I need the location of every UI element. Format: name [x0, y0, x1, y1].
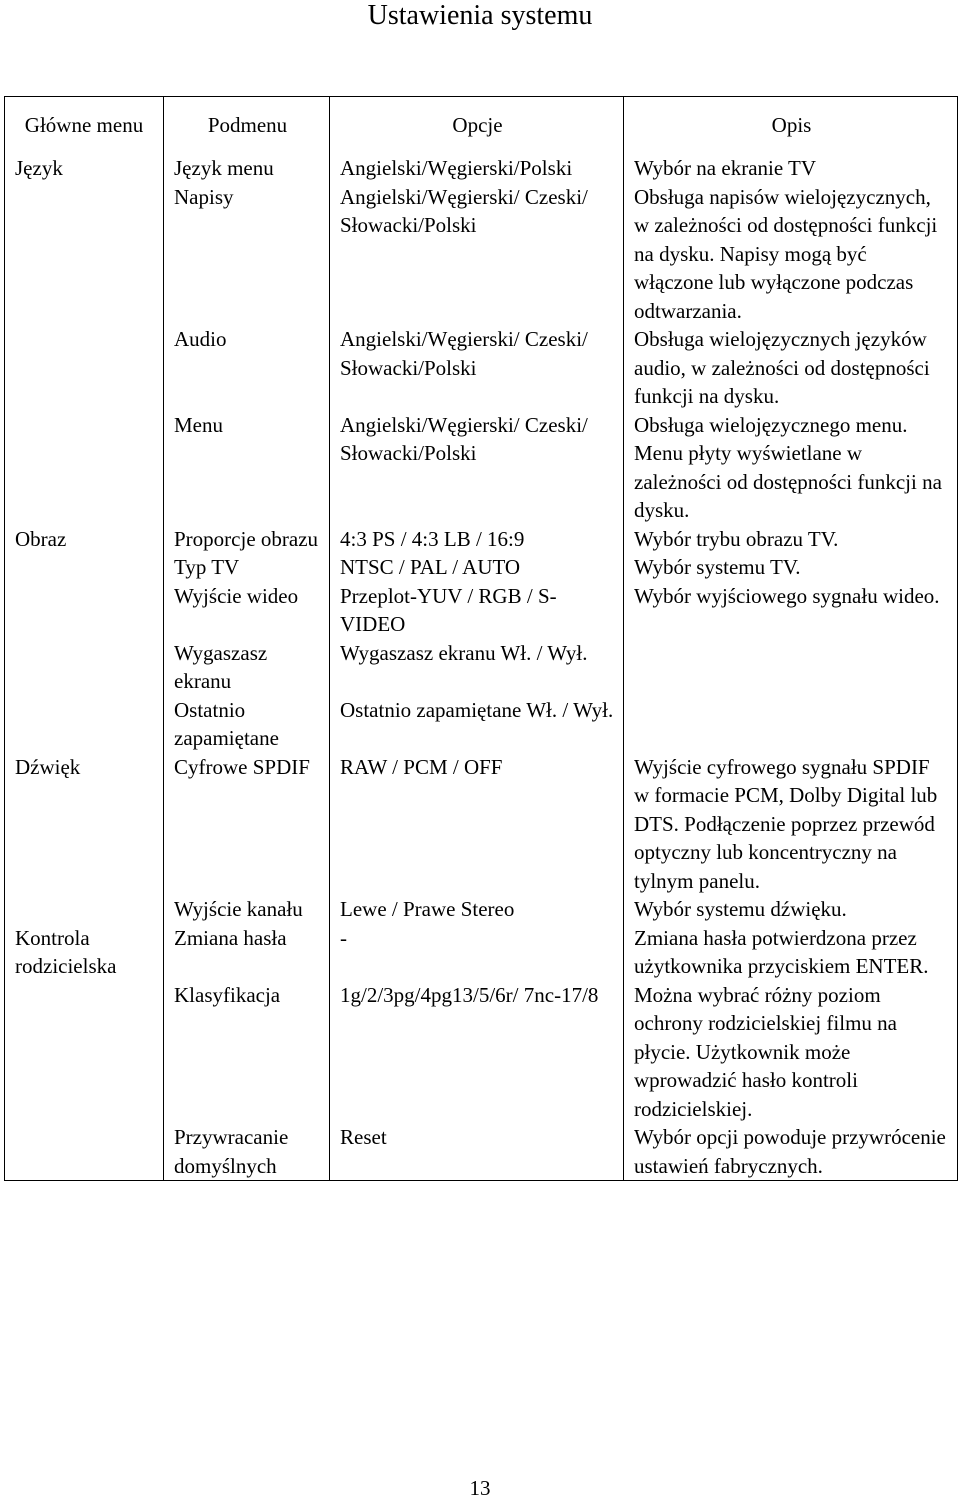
cell-main-menu — [5, 582, 164, 639]
cell-options: RAW / PCM / OFF — [330, 753, 624, 896]
cell-main-menu — [5, 1123, 164, 1181]
cell-main-menu — [5, 981, 164, 1124]
cell-main-menu: Dźwięk — [5, 753, 164, 896]
page-number: 13 — [469, 1476, 491, 1500]
cell-description: Wybór opcji powoduje przywrócenie ustawień fabrycznych. — [624, 1123, 958, 1181]
cell-options: NTSC / PAL / AUTO — [330, 553, 624, 582]
cell-options: Angielski/Węgierski/ Czeski/ Słowacki/Polski — [330, 411, 624, 525]
cell-options: Reset — [330, 1123, 624, 1181]
cell-options: Angielski/Węgierski/Polski — [330, 154, 624, 183]
cell-submenu: Proporcje obrazu — [164, 525, 330, 554]
cell-main-menu — [5, 325, 164, 411]
cell-options: Angielski/Węgierski/ Czeski/ Słowacki/Polski — [330, 183, 624, 326]
table-row — [5, 582, 958, 639]
cell-submenu: Klasyfikacja — [164, 981, 330, 1124]
cell-description: Obsługa wielojęzycznego menu. Menu płyty wyświetlane w zależności od dostępności funkcji na dysku. — [624, 411, 958, 525]
cell-description: Można wybrać różny poziom ochrony rodzicielskiej filmu na płycie. Użytkownik może wprowadzić hasło kontroli rodzicielskiej. — [624, 981, 958, 1124]
cell-options: Przeplot-YUV / RGB / S-VIDEO — [330, 582, 624, 639]
cell-submenu: Przywracanie domyślnych — [164, 1123, 330, 1181]
table-row — [5, 696, 958, 753]
cell-submenu: Wyjście kanału — [164, 895, 330, 924]
cell-submenu: Wyjście wideo — [164, 582, 330, 639]
cell-submenu: Zmiana hasła — [164, 924, 330, 981]
cell-description: Obsługa wielojęzycznych języków audio, w zależności od dostępności funkcji na dysku. — [624, 325, 958, 411]
cell-options: - — [330, 924, 624, 981]
cell-main-menu: Język — [5, 154, 164, 183]
cell-description: Wybór wyjściowego sygnału wideo. — [624, 582, 958, 639]
cell-description: Wybór trybu obrazu TV. — [624, 525, 958, 554]
cell-submenu: Cyfrowe SPDIF — [164, 753, 330, 896]
header-submenu: Podmenu — [164, 97, 330, 155]
header-options: Opcje — [330, 97, 624, 155]
cell-description: Wybór systemu TV. — [624, 553, 958, 582]
cell-submenu: Menu — [164, 411, 330, 525]
cell-main-menu: Obraz — [5, 525, 164, 554]
table-row — [5, 1123, 958, 1181]
cell-description: Zmiana hasła potwierdzona przez użytkownika przyciskiem ENTER. — [624, 924, 958, 981]
cell-submenu: Język menu — [164, 154, 330, 183]
cell-description: Obsługa napisów wielojęzycznych, w zależności od dostępności funkcji na dysku. Napisy mogą być włączone lub wyłączone podczas odtwarzania. — [624, 183, 958, 326]
table-header-row — [5, 97, 958, 155]
cell-submenu: Typ TV — [164, 553, 330, 582]
table-row — [5, 753, 958, 896]
cell-submenu: Wygaszasz ekranu — [164, 639, 330, 696]
cell-main-menu: Kontrola rodzicielska — [5, 924, 164, 981]
header-main-menu: Główne menu — [5, 97, 164, 155]
table-row — [5, 154, 958, 183]
table-row — [5, 183, 958, 326]
table-row — [5, 639, 958, 696]
table-row — [5, 325, 958, 411]
cell-description: Wybór na ekranie TV — [624, 154, 958, 183]
cell-submenu: Audio — [164, 325, 330, 411]
cell-options: 1g/2/3pg/4pg13/5/6r/ 7nc-17/8 — [330, 981, 624, 1124]
table-row — [5, 895, 958, 924]
cell-options: Ostatnio zapamiętane Wł. / Wył. — [330, 696, 624, 753]
cell-main-menu — [5, 183, 164, 326]
cell-description — [624, 696, 958, 753]
cell-description — [624, 639, 958, 696]
table-row — [5, 924, 958, 981]
cell-options: Wygaszasz ekranu Wł. / Wył. — [330, 639, 624, 696]
table-row — [5, 525, 958, 554]
cell-main-menu — [5, 696, 164, 753]
table-row — [5, 553, 958, 582]
cell-options: 4:3 PS / 4:3 LB / 16:9 — [330, 525, 624, 554]
cell-main-menu — [5, 639, 164, 696]
settings-table — [4, 96, 958, 1181]
cell-main-menu — [5, 553, 164, 582]
cell-submenu: Napisy — [164, 183, 330, 326]
header-description: Opis — [624, 97, 958, 155]
cell-description: Wyjście cyfrowego sygnału SPDIF w formacie PCM, Dolby Digital lub DTS. Podłączenie poprzez przewód optyczny lub koncentryczny na tylnym panelu. — [624, 753, 958, 896]
table-row — [5, 411, 958, 525]
cell-options: Lewe / Prawe Stereo — [330, 895, 624, 924]
table-row — [5, 981, 958, 1124]
cell-main-menu — [5, 895, 164, 924]
cell-main-menu — [5, 411, 164, 525]
cell-description: Wybór systemu dźwięku. — [624, 895, 958, 924]
cell-submenu: Ostatnio zapamiętane — [164, 696, 330, 753]
page-title: Ustawienia systemu — [367, 0, 593, 31]
cell-options: Angielski/Węgierski/ Czeski/ Słowacki/Polski — [330, 325, 624, 411]
